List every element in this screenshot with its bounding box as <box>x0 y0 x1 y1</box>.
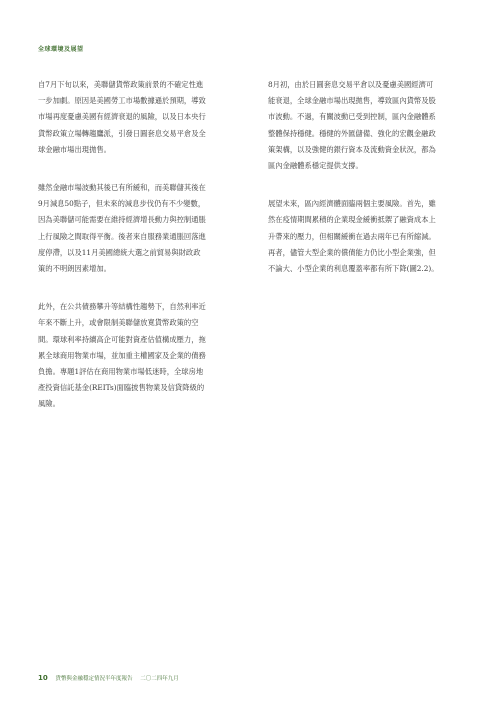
paragraph-4: 8月初，由於日圓套息交易平倉以及憂慮美國經濟可 能衰退，全球金融市場出現拋售，導致區內貨幣及股 市波動。不過，有關波動已受到控制，區內金融體系 整體保持穩健。穩健的外匯儲備、強化的宏觀金融政 策架構，以及強健的銀行資本及流動資金狀況，都為 區內金融體系穩定提供支撐。 <box>268 80 436 171</box>
left-column <box>38 77 236 435</box>
paragraph-5: 展望未來，區內經濟體面臨兩個主要風險。首先，雖 然在疫情期間累積的企業現金緩衝抵禦了融資成本上 升帶來的壓力，但相關緩衝在過去兩年已有所縮減。 再者，儘管大型企業的償債能力仍比小型企業強，但 不論大、小型企業的利息覆蓋率都有所下降(圖2.2)。 <box>268 199 439 274</box>
paragraph-2: 雖然金融市場波動其後已有所緩和，而美聯儲其後在 9月減息50點子，但未來的減息步伐仍有不少變數， 因為美聯儲可能需要在維持經濟增長動力與控制通脹 上行風險之間取得平衡。後者來自服務業通脹回落進 度停滯，以及11月美國總統大選之前貿易與財政政 策的不明朗因素增加。 <box>38 183 206 274</box>
report-title: 貨幣與金融穩定情況半年度報告 <box>55 676 133 682</box>
section-title: 全球環境及展望 <box>38 46 84 53</box>
right-column <box>268 77 466 299</box>
report-date: 二〇二四年九月 <box>140 676 179 682</box>
paragraph-3: 此外，在公共債務攀升等結構性趨勢下，自然利率近 年來不斷上升，或會限制美聯儲放寬貨幣政策的空 間。環球利率持續高企可能對資產估值構成壓力，拖 累全球商用物業市場，並加重主權國家及企業的債務 負擔。專題1評估在商用物業市場低迷時，全球房地 產投資信託基金(REITs)面臨披售物業及信貸降級的 風險。 <box>38 302 206 409</box>
paragraph-1: 自7月下旬以來，美聯儲貨幣政策前景的不確定性進 一步加劇。原因是美國勞工市場數據遜於預期，導致 市場再度憂慮美國有經濟衰退的風險，以及日本央行 貨幣政策立場轉趨鷹派，引發日圓套息交易平倉及全 球金融市場出現拋售。 <box>38 80 206 154</box>
page-number: 10 <box>38 674 48 682</box>
page-footer <box>38 674 179 682</box>
